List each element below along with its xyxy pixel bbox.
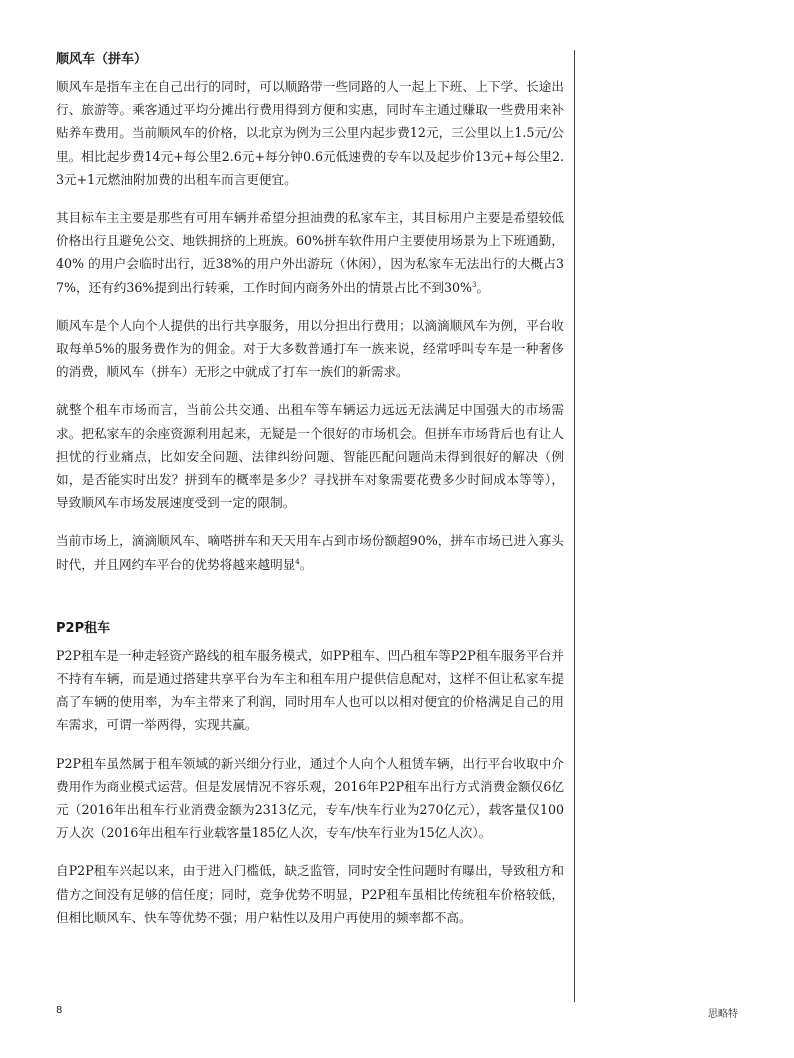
paragraph-text: 当前市场上，滴滴顺风车、嘀嗒拼车和天天用车占到市场份额超90%，拼车市场已进入寡头时代，并且网约车平台的优势将越来越明显: [56, 533, 564, 572]
paragraph: P2P租车虽然属于租车领域的新兴细分行业，通过个人向个人租赁车辆，出行平台收取中介费用作为商业模式运营。但是发展情况不容乐观，2016年P2P租车出行方式消费金额仅6亿元（2016年出租车行业消费金额为2313亿元，专车/快车行业为270亿元），载客量仅100万人次（2016年出租车行业载客量185亿人次，专车/快车行业为15亿人次）。: [56, 755, 564, 841]
paragraph: 顺风车是指车主在自己出行的同时，可以顺路带一些同路的人一起上下班、上下学、长途出行、旅游等。乘客通过平均分摊出行费用得到方便和实惠，同时车主通过赚取一些费用来补贴养车费用。当前顺风车的价格，以北京为例为三公里内起步费12元，三公里以上1.5元/公里。相比起步费14元+每公里2.6元+每分钟0.6元低速费的专车以及起步价13元+每公里2.3元+1元燃油附加费的出租车而言更便宜。: [56, 79, 564, 187]
paragraph: 顺风车是个人向个人提供的出行共享服务，用以分担出行费用；以滴滴顺风车为例，平台收取每单5%的服务费作为的佣金。对于大多数普通打车一族来说，经常呼叫专车是一种奢侈的消费，顺风车（拼车）无形之中就成了打车一族们的新需求。: [56, 317, 564, 380]
section-title-carpool: 顺风车（拼车）: [56, 52, 148, 67]
paragraph-text: 其目标车主主要是那些有可用车辆并希望分担油费的私家车主，其目标用户主要是希望较低价格出行且避免公交、地铁拥挤的上班族。60%拼车软件用户主要使用场景为上下班通勤，40% 的用户会临时出行，近38%的用户外出游玩（休闲），因为私家车无法出行的大概占37%，还有约36%提到出行转乘，工作时间内商务外出的情景占比不到30%: [56, 210, 564, 295]
footnote-marker[interactable]: 3: [472, 280, 477, 289]
sentence-end: 。: [299, 556, 313, 572]
page-number: 8: [56, 1005, 63, 1016]
paragraph: [56, 206, 564, 299]
footnote-marker[interactable]: 4: [295, 557, 300, 566]
brand-name: 思略特: [708, 1009, 738, 1020]
paragraph: P2P租车是一种走轻资产路线的租车服务模式，如PP租车、凹凸租车等P2P租车服务平台并不持有车辆，而是通过搭建共享平台为车主和租车用户提供信息配对，这样不但让私家车提高了车辆的使用率，为车主带来了利润，同时用车人也可以以相对便宜的价格满足自己的用车需求，可谓一举两得，实现共赢。: [56, 647, 564, 733]
paragraph: [56, 529, 564, 575]
sentence-end: 。: [476, 279, 490, 295]
paragraph: 自P2P租车兴起以来，由于进入门槛低，缺乏监管，同时安全性问题时有曝出，导致租方和借方之间没有足够的信任度；同时，竞争优势不明显，P2P租车虽相比传统租车价格较低，但相比顺风车、快车等优势不强；用户粘性以及用户再使用的频率都不高。: [56, 863, 564, 925]
section-gap: [56, 591, 564, 617]
paragraph: 就整个租车市场而言，当前公共交通、出租车等车辆运力远远无法满足中国强大的市场需求。把私家车的余座资源利用起来，无疑是一个很好的市场机会。但拼车市场背后也有让人担忧的行业痛点，比如安全问题、法律纠纷问题、智能匹配问题尚未得到很好的解决（例如，是否能实时出发？拼到车的概率是多少？寻找拼车对象需要花费多少时间成本等等），导致顺风车市场发展速度受到一定的限制。: [56, 402, 564, 511]
column-divider: [574, 50, 575, 1002]
section-title-p2p-rental: P2P租车: [56, 620, 111, 636]
article-body: [56, 48, 564, 944]
